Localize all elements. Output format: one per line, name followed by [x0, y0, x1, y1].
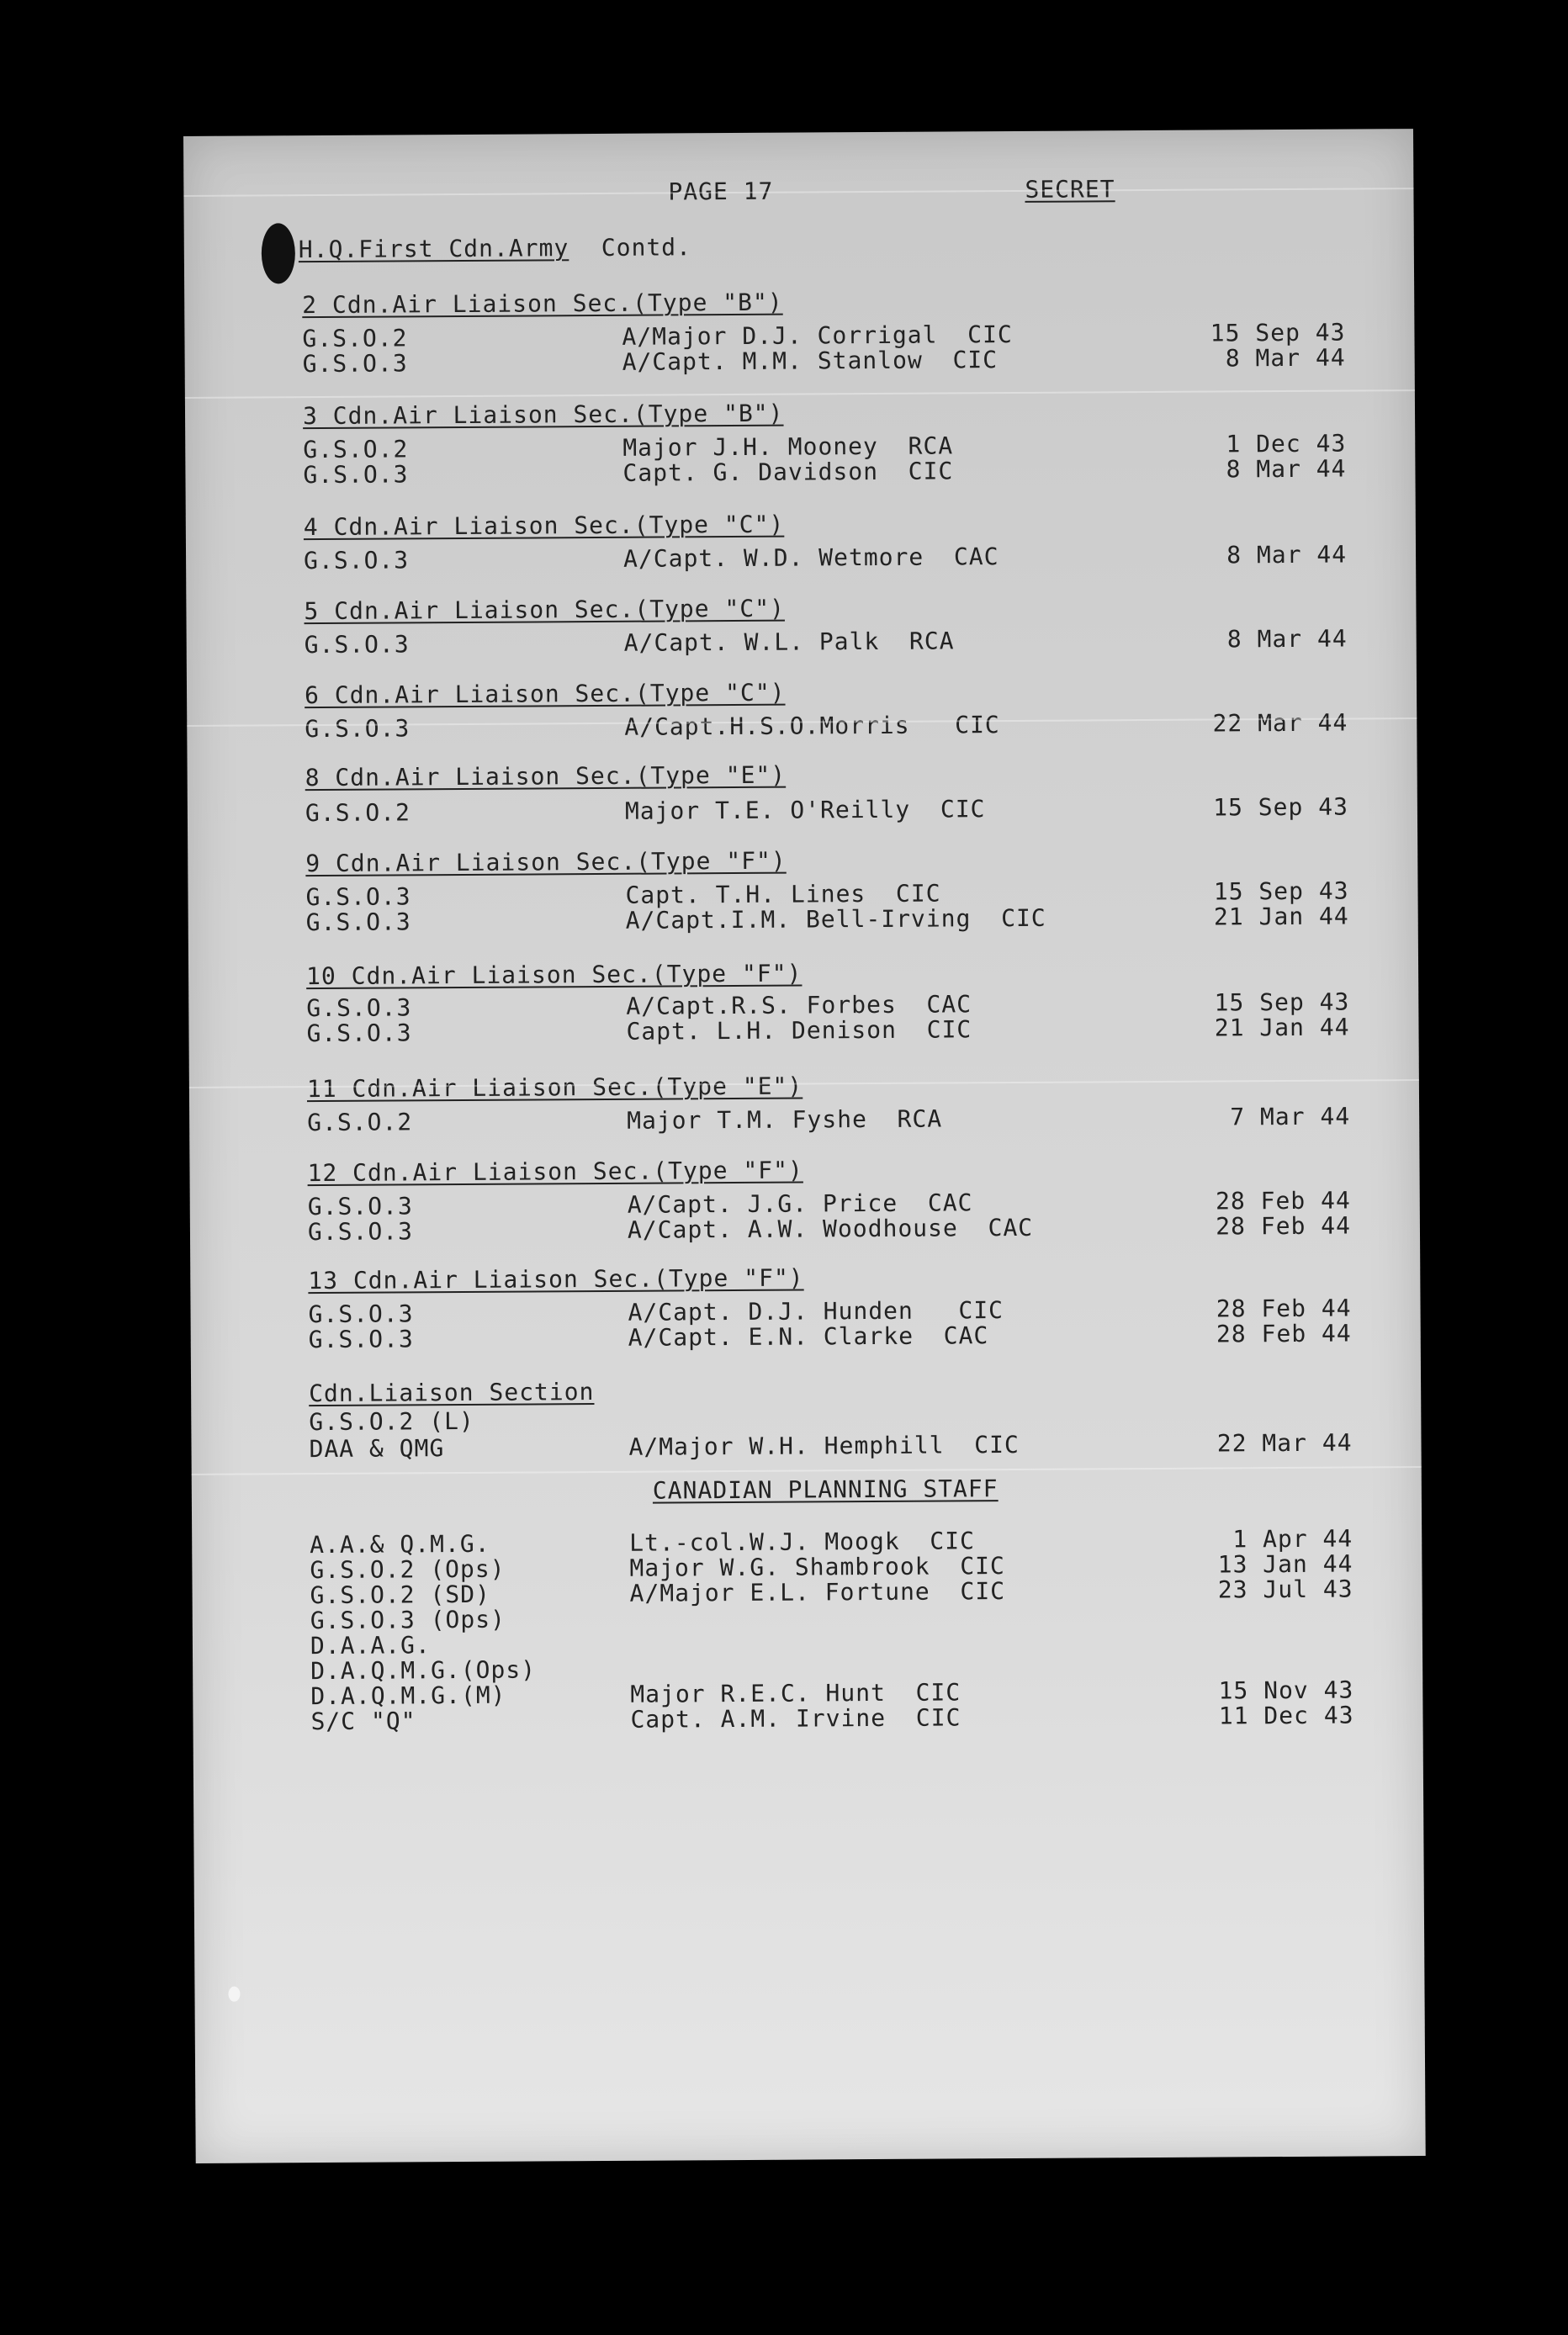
scan-speck [228, 1987, 240, 2002]
planning-staff-title: CANADIAN PLANNING STAFF [652, 1475, 999, 1505]
officer-name: A/Capt.R.S. Forbes CAC [626, 990, 972, 1020]
appointment: G.S.O.3 [306, 1019, 412, 1048]
appointment: G.S.O.2 [303, 435, 409, 464]
section-title: 12 Cdn.Air Liaison Sec.(Type "F") [307, 1156, 803, 1188]
appointment-date: 15 Sep 43 [1214, 987, 1350, 1017]
planning-appointment: D.A.Q.M.G.(Ops) [310, 1655, 537, 1686]
page-number: PAGE 17 [668, 177, 774, 206]
planning-appointment: A.A.& Q.M.G. [310, 1529, 490, 1559]
appointment: G.S.O.3 [306, 993, 412, 1023]
appointment-date: 21 Jan 44 [1213, 902, 1349, 931]
officer-name: A/Capt. E.N. Clarke CAC [628, 1321, 989, 1352]
appointment: G.S.O.3 [305, 714, 411, 744]
section-title: 10 Cdn.Air Liaison Sec.(Type "F") [306, 959, 803, 991]
scan-line [183, 188, 1413, 197]
scan-line [192, 1466, 1422, 1475]
section-title: 8 Cdn.Air Liaison Sec.(Type "E") [305, 760, 787, 792]
appointment: G.S.O.3 [302, 349, 408, 379]
appointment-date: 28 Feb 44 [1216, 1319, 1352, 1348]
appointment: G.S.O.3 [303, 460, 409, 490]
planning-officer-name: Major W.G. Shambrook CIC [629, 1552, 1005, 1582]
appointment-date: 28 Feb 44 [1215, 1186, 1351, 1215]
appointment: G.S.O.3 [303, 546, 410, 575]
scan-line [185, 389, 1415, 399]
officer-name: Major T.E. O'Reilly CIC [624, 795, 986, 825]
planning-date: 23 Jul 43 [1217, 1575, 1353, 1604]
appointment-date: 15 Sep 43 [1213, 792, 1348, 822]
appointment-date: 1 Dec 43 [1226, 429, 1347, 458]
planning-officer-name: Capt. A.M. Irvine CIC [630, 1703, 961, 1734]
section-title: 6 Cdn.Air Liaison Sec.(Type "C") [304, 678, 786, 710]
appointment: G.S.O.2 (L) [309, 1406, 474, 1437]
planning-appointment: G.S.O.2 (Ops) [310, 1554, 506, 1585]
section-title: 2 Cdn.Air Liaison Sec.(Type "B") [302, 288, 783, 320]
document-heading: H.Q.First Cdn.Army [298, 234, 569, 264]
section-title: Cdn.Liaison Section [309, 1378, 595, 1408]
section-title: 9 Cdn.Air Liaison Sec.(Type "F") [305, 846, 787, 878]
officer-name: Major T.M. Fyshe RCA [627, 1104, 943, 1135]
officer-name: A/Capt. J.G. Price CAC [627, 1189, 973, 1219]
officer-name: Capt. G. Davidson CIC [622, 457, 954, 487]
planning-appointment: D.A.Q.M.G.(M) [310, 1681, 506, 1711]
planning-officer-name: Lt.-col.W.J. Moogk CIC [629, 1527, 976, 1557]
appointment: G.S.O.3 [307, 1192, 413, 1221]
appointment-date: 8 Mar 44 [1226, 624, 1348, 654]
planning-date: 11 Dec 43 [1218, 1701, 1354, 1730]
appointment: G.S.O.2 [302, 324, 408, 353]
section-title: 4 Cdn.Air Liaison Sec.(Type "C") [303, 510, 785, 542]
planning-appointment: D.A.A.G. [310, 1631, 431, 1660]
appointment-date: 8 Mar 44 [1226, 540, 1348, 569]
planning-date: 1 Apr 44 [1232, 1524, 1353, 1554]
officer-name: A/Capt. W.D. Wetmore CAC [622, 543, 999, 573]
officer-name: A/Capt.H.S.O.Morris CIC [624, 711, 1000, 741]
appointment: G.S.O.3 [307, 1217, 414, 1247]
officer-name: Capt. L.H. Denison CIC [626, 1015, 972, 1046]
officer-name: A/Capt. W.L. Palk RCA [623, 627, 955, 657]
appointment-date: 8 Mar 44 [1225, 343, 1346, 373]
appointment: G.S.O.3 [308, 1300, 414, 1329]
appointment-date: 28 Feb 44 [1216, 1294, 1352, 1323]
section-title: 13 Cdn.Air Liaison Sec.(Type "F") [308, 1263, 804, 1295]
officer-name: A/Capt. M.M. Stanlow CIC [622, 346, 999, 376]
appointment: G.S.O.3 [305, 882, 411, 912]
planning-appointment: G.S.O.2 (SD) [310, 1580, 490, 1610]
appointment: G.S.O.3 [308, 1325, 414, 1354]
appointment: DAA & QMG [309, 1434, 445, 1464]
officer-name: A/Capt.I.M. Bell-Irving CIC [625, 903, 1046, 935]
classification-label: SECRET [1025, 175, 1115, 204]
appointment-date: 7 Mar 44 [1230, 1102, 1351, 1131]
appointment-date: 22 Mar 44 [1216, 1428, 1353, 1458]
officer-name: Major J.H. Mooney RCA [622, 432, 954, 462]
officer-name: A/Capt. D.J. Hunden CIC [628, 1296, 1004, 1326]
planning-officer-name: Major R.E.C. Hunt CIC [630, 1678, 961, 1708]
planning-officer-name: A/Major E.L. Fortune CIC [629, 1577, 1006, 1607]
section-title: 5 Cdn.Air Liaison Sec.(Type "C") [304, 594, 785, 626]
appointment: G.S.O.2 [307, 1108, 413, 1137]
planning-date [1168, 1627, 1353, 1628]
appointment-date: 15 Sep 43 [1213, 876, 1349, 906]
punch-hole [262, 223, 295, 283]
planning-appointment: G.S.O.3 (Ops) [310, 1605, 506, 1635]
planning-date [1168, 1652, 1353, 1653]
appointment-date [1167, 1403, 1352, 1404]
planning-date: 15 Nov 43 [1218, 1676, 1354, 1705]
officer-name: A/Major D.J. Corrigal CIC [622, 320, 1013, 351]
appointment: G.S.O.3 [305, 908, 411, 937]
section-title: 3 Cdn.Air Liaison Sec.(Type "B") [302, 399, 784, 431]
appointment-date: 21 Jan 44 [1214, 1013, 1350, 1042]
planning-date: 13 Jan 44 [1217, 1549, 1353, 1579]
appointment: G.S.O.3 [304, 630, 410, 659]
section-title: 11 Cdn.Air Liaison Sec.(Type "E") [306, 1072, 803, 1104]
appointment-date: 8 Mar 44 [1226, 454, 1347, 484]
appointment-date: 15 Sep 43 [1210, 318, 1346, 347]
officer-name: A/Major W.H. Hemphill CIC [628, 1430, 1020, 1461]
planning-appointment: S/C "Q" [310, 1707, 416, 1736]
appointment: G.S.O.2 [305, 798, 411, 828]
document-page [183, 129, 1426, 2163]
appointment-date: 22 Mar 44 [1212, 708, 1348, 738]
appointment-date: 28 Feb 44 [1216, 1211, 1352, 1241]
document-heading-suffix: Contd. [601, 233, 692, 262]
officer-name: A/Capt. A.W. Woodhouse CAC [627, 1213, 1034, 1244]
officer-name: Capt. T.H. Lines CIC [625, 879, 941, 909]
